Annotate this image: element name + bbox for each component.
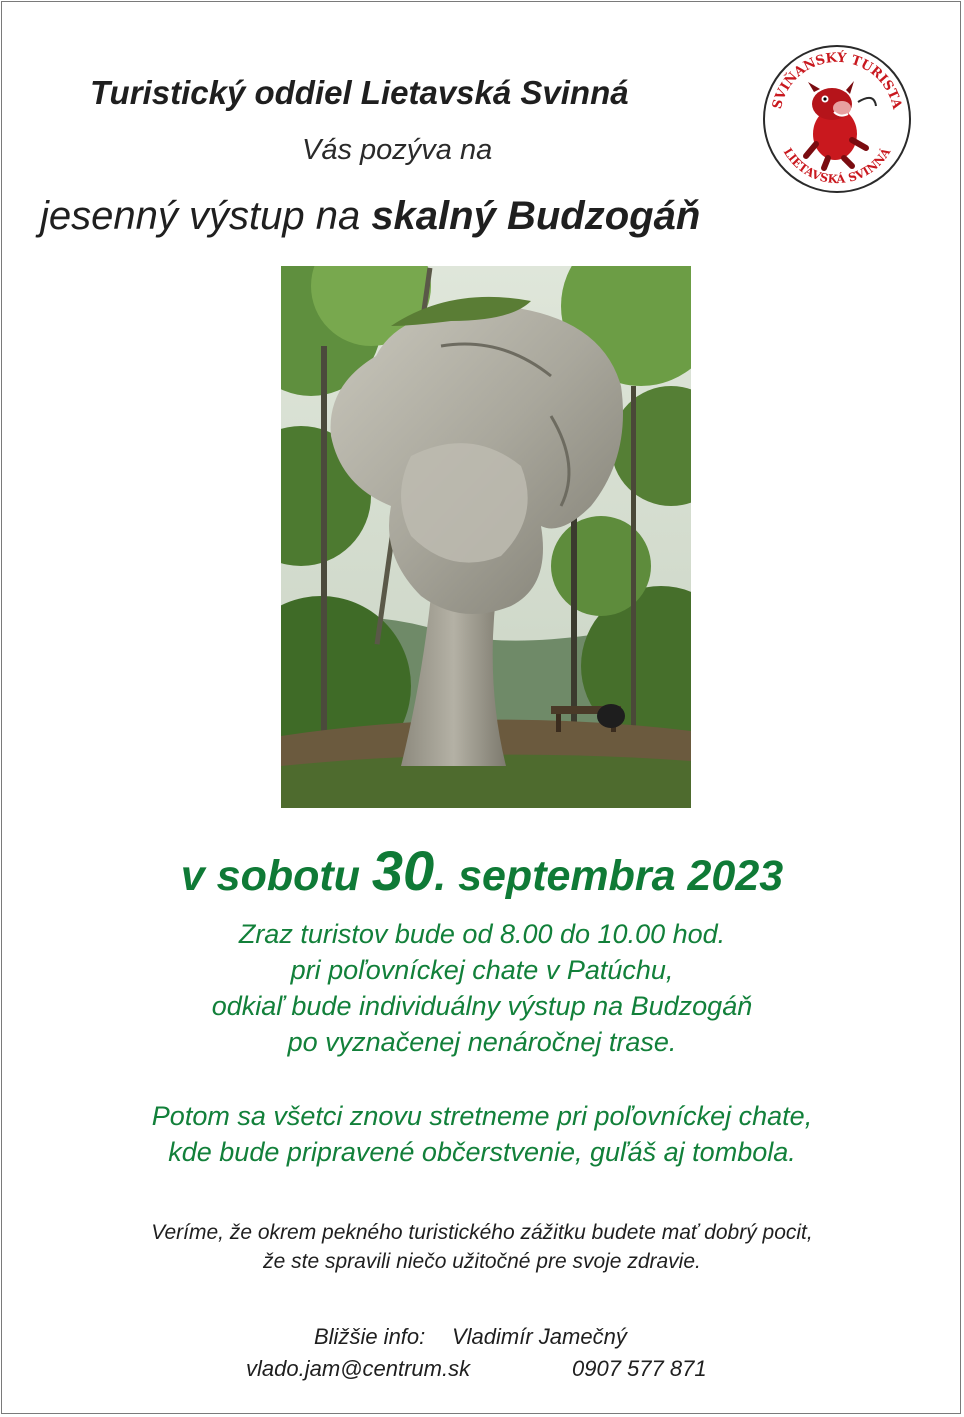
- detail-line: pri poľovníckej chate v Patúchu,: [290, 955, 674, 985]
- detail-line: kde bude pripravené občerstvenie, guľáš aj tombola.: [168, 1137, 796, 1167]
- logo-top-text: SVIŇANSKÝ TURISTA: [769, 50, 905, 111]
- event-highlight: skalný Budzogáň: [371, 194, 701, 238]
- meeting-details: [0, 916, 964, 1060]
- event-date: [0, 838, 964, 903]
- club-logo: [762, 44, 912, 194]
- detail-line: Zraz turistov bude od 8.00 do 10.00 hod.: [238, 919, 726, 949]
- note-line: že ste spravili niečo užitočné pre svoje zdravie.: [263, 1250, 701, 1273]
- contact-phone[interactable]: 0907 577 871: [572, 1356, 707, 1381]
- note-line: Veríme, že okrem pekného turistického zážitku budete mať dobrý pocit,: [151, 1221, 813, 1244]
- date-suffix: . septembra 2023: [434, 852, 784, 900]
- budzogan-rock-photo: [281, 266, 691, 808]
- contact-label: Bližšie info:: [314, 1324, 426, 1349]
- invite-text: Vás pozýva na: [302, 134, 493, 166]
- event-prefix: jesenný výstup na: [40, 194, 372, 238]
- afterwards-details: [0, 1098, 964, 1170]
- organizer-title: Turistický oddiel Lietavská Svinná: [90, 74, 629, 111]
- event-title: [40, 194, 700, 239]
- date-day: 30: [371, 839, 435, 902]
- date-prefix: v sobotu: [180, 852, 372, 900]
- detail-line: Potom sa všetci znovu stretneme pri poľovníckej chate,: [151, 1101, 813, 1131]
- detail-line: po vyznačenej nenáročnej trase.: [287, 1027, 677, 1057]
- closing-note: [0, 1218, 964, 1276]
- contact-email[interactable]: vlado.jam@centrum.sk: [246, 1356, 471, 1381]
- detail-line: odkiaľ bude individuálny výstup na Budzogáň: [211, 991, 753, 1021]
- logo-bottom-text: LIETAVSKÁ SVINNÁ: [780, 145, 894, 187]
- contact-name: Vladimír Jamečný: [452, 1324, 627, 1349]
